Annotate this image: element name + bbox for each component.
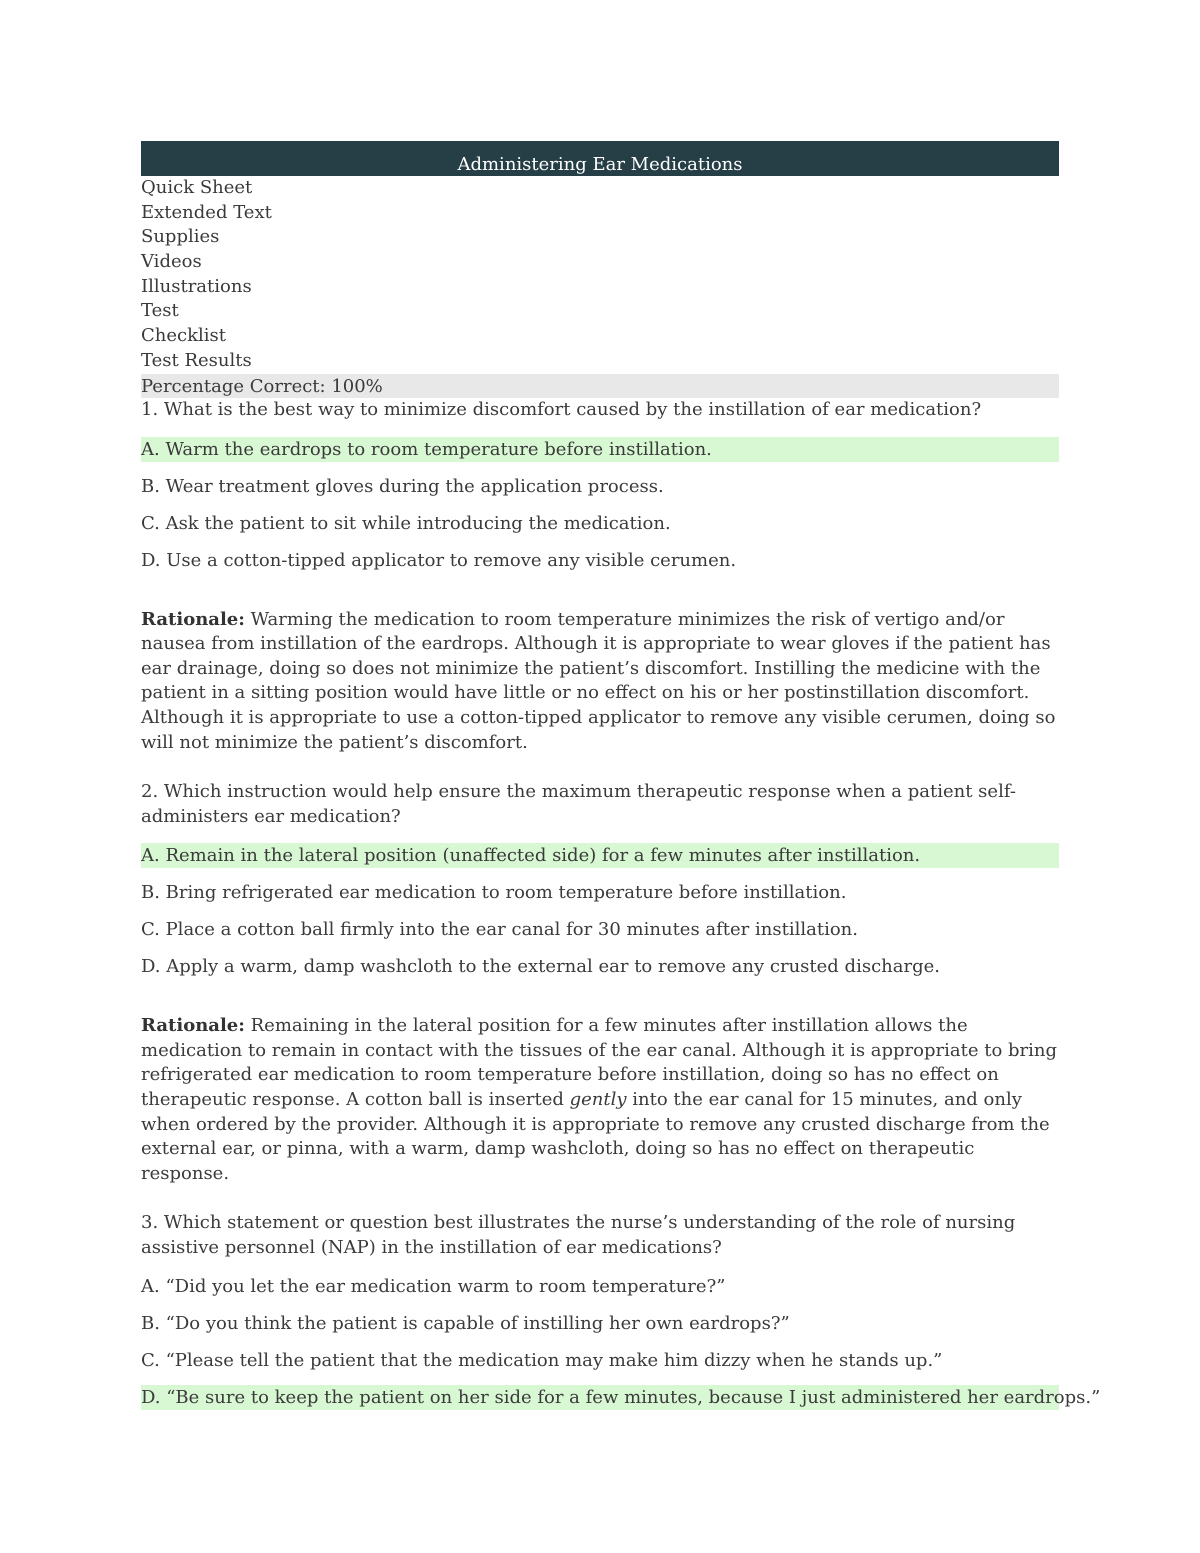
question-prompt: 3. Which statement or question best illustrates the nurse’s understanding of the role of nursing assistive personnel (NAP) in the instillation of ear medications? xyxy=(141,1212,1016,1258)
answer-option: B. Wear treatment gloves during the application process. xyxy=(141,475,664,497)
question-2 xyxy=(141,780,1059,1186)
nav-checklist[interactable]: Checklist xyxy=(141,325,226,347)
nav-list xyxy=(141,176,1059,374)
rationale-text: Warming the medication to room temperature minimizes the risk of vertigo and/or nausea from instillation of the eardrops. Although it is appropriate to wear gloves if the patient has ear drainage, doing so does not minimize the patient’s discomfort. Instilling the medicine with the patient in a sitting position would have little or no effect on his or her postinstillation discomfort. Although it is appropriate to use a cotton-tipped applicator to remove any visible cerumen, doing so will not minimize the patient’s discomfort. xyxy=(141,608,1056,753)
nav-test[interactable]: Test xyxy=(141,300,179,322)
question-1 xyxy=(141,398,1059,755)
rationale-label: Rationale: xyxy=(141,1015,245,1037)
rationale-emphasis: gently xyxy=(569,1089,627,1111)
nav-supplies[interactable]: Supplies xyxy=(141,226,220,248)
page-title: Administering Ear Medications xyxy=(141,141,1059,176)
nav-videos[interactable]: Videos xyxy=(141,251,202,273)
answer-option: A. “Did you let the ear medication warm to room temperature?” xyxy=(141,1276,726,1298)
answer-option: C. “Please tell the patient that the medication may make him dizzy when he stands up.” xyxy=(141,1350,943,1372)
test-results-page xyxy=(141,141,1101,1410)
rationale xyxy=(141,608,1059,756)
question-prompt: 1. What is the best way to minimize discomfort caused by the instillation of ear medication? xyxy=(141,399,982,421)
answer-option: D. Use a cotton-tipped applicator to remove any visible cerumen. xyxy=(141,549,737,571)
rationale xyxy=(141,1014,1059,1186)
nav-test-results[interactable]: Test Results xyxy=(141,349,252,371)
question-prompt: 2. Which instruction would help ensure the maximum therapeutic response when a patient self-administers ear medication? xyxy=(141,781,1016,827)
answer-option: D. Apply a warm, damp washcloth to the external ear to remove any crusted discharge. xyxy=(141,956,940,978)
answer-option: B. “Do you think the patient is capable of instilling her own eardrops?” xyxy=(141,1313,790,1335)
percentage-correct: Percentage Correct: 100% xyxy=(141,374,1059,399)
question-3 xyxy=(141,1211,1101,1410)
rationale-text: into the ear canal for 15 minutes, and only when ordered by the provider. Although it is appropriate to remove any crusted discharge from the external ear, or pinna, with a warm, damp washcloth, doing so has no effect on therapeutic response. xyxy=(141,1089,1050,1184)
nav-extended-text[interactable]: Extended Text xyxy=(141,201,272,223)
answer-option-correct: A. Warm the eardrops to room temperature before instillation. xyxy=(141,437,1059,462)
answer-option-correct: A. Remain in the lateral position (unaffected side) for a few minutes after instillation. xyxy=(141,843,1059,868)
rationale-text: Remaining in the lateral position for a few minutes after instillation allows the medication to remain in contact with the tissues of the ear canal. Although it is appropriate to bring refrigerated ear medication to room temperature before instillation, doing so has no effect on therapeutic response. A cotton ball is inserted xyxy=(141,1015,1058,1111)
answer-option: B. Bring refrigerated ear medication to room temperature before instillation. xyxy=(141,882,847,904)
answer-option-correct: D. “Be sure to keep the patient on her side for a few minutes, because I just administered her eardrops.” xyxy=(141,1387,1101,1409)
nav-illustrations[interactable]: Illustrations xyxy=(141,275,252,297)
nav-quick-sheet[interactable]: Quick Sheet xyxy=(141,177,253,198)
answer-option: C. Ask the patient to sit while introducing the medication. xyxy=(141,512,671,534)
rationale-label: Rationale: xyxy=(141,608,245,630)
answer-option: C. Place a cotton ball firmly into the ear canal for 30 minutes after instillation. xyxy=(141,919,858,941)
